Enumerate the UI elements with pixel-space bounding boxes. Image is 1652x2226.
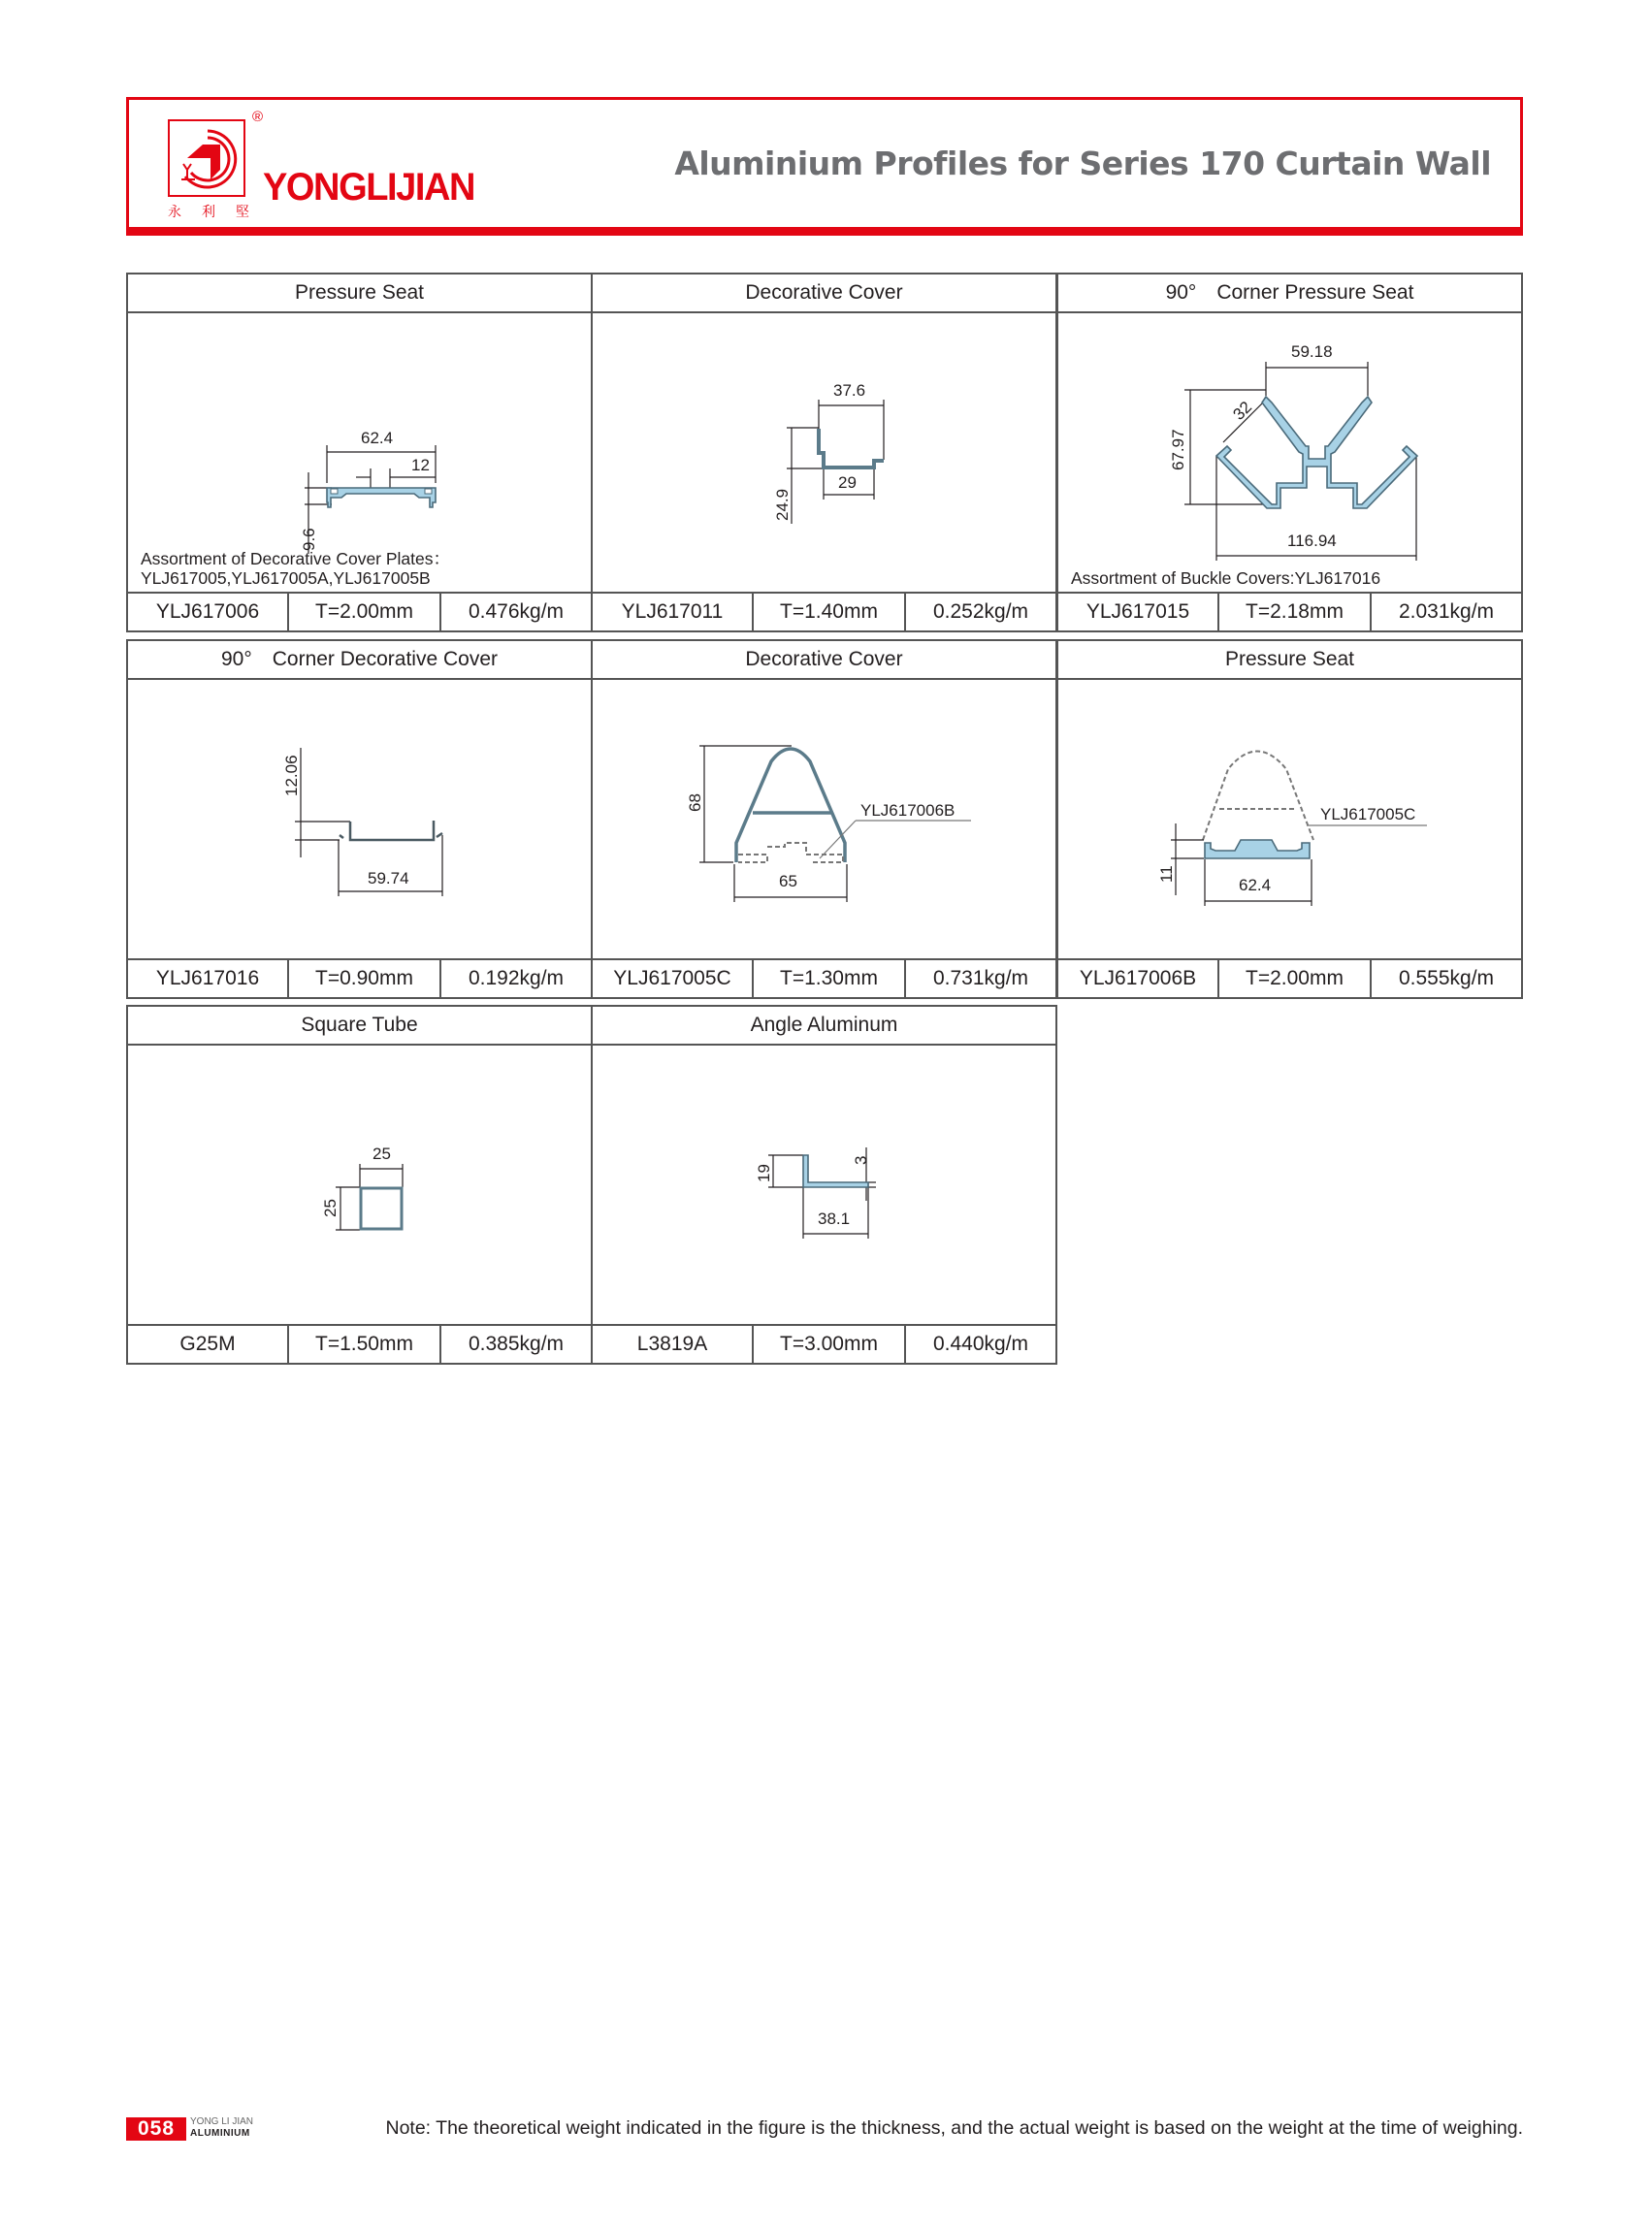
footer-brand-line2: ALUMINIUM (190, 2128, 250, 2139)
profile-drawing (1058, 313, 1521, 594)
profile-weight: 0.440kg/m (932, 1333, 1029, 1355)
profile-specs (593, 594, 1055, 630)
brand-chinese-char: 利 (202, 205, 215, 220)
profile-card-pressure-seat (126, 273, 593, 632)
svg-text:12.06: 12.06 (282, 755, 301, 796)
svg-text:25: 25 (373, 1145, 391, 1163)
profile-weight: 0.385kg/m (468, 1333, 565, 1355)
profile-weight: 0.192kg/m (468, 967, 565, 989)
profile-card-decorative-cover-c (591, 639, 1057, 999)
svg-text:38.1: 38.1 (818, 1210, 851, 1228)
profile-drawing (128, 1046, 591, 1326)
profile-drawing (1058, 680, 1521, 960)
profile-drawing (593, 313, 1055, 594)
profile-code: YLJ617011 (593, 594, 754, 630)
profile-title: 90° Corner Decorative Cover (128, 641, 591, 680)
profile-code: YLJ617006 (128, 594, 289, 630)
svg-text:37.6: 37.6 (833, 381, 866, 400)
decorative-cover-c-profile-icon (593, 680, 1055, 958)
svg-text:116.94: 116.94 (1287, 532, 1337, 550)
profile-card-angle-aluminum (591, 1005, 1057, 1365)
svg-text:32: 32 (1229, 398, 1256, 424)
svg-text:24.9: 24.9 (773, 488, 792, 521)
profile-thickness: T=2.00mm (1219, 960, 1372, 997)
profile-weight: 0.555kg/m (1398, 967, 1495, 989)
profile-title: Decorative Cover (593, 274, 1055, 313)
page-number: 058 (126, 2117, 186, 2141)
profile-weight: 2.031kg/m (1398, 600, 1495, 623)
profile-title: Angle Aluminum (593, 1007, 1055, 1046)
profile-weight: 0.731kg/m (932, 967, 1029, 989)
registered-mark: ® (252, 109, 264, 125)
profile-title: Pressure Seat (128, 274, 591, 313)
profile-card-corner-pressure-seat (1056, 273, 1523, 632)
svg-text:68: 68 (686, 793, 704, 812)
decorative-cover-profile-icon (593, 313, 1055, 592)
svg-text:67.97: 67.97 (1169, 429, 1187, 470)
profile-drawing (593, 680, 1055, 960)
svg-text:59.74: 59.74 (368, 869, 409, 887)
profile-thickness: T=2.00mm (289, 594, 441, 630)
profile-specs (593, 1326, 1055, 1363)
svg-text:9.6: 9.6 (300, 528, 318, 551)
profile-specs (128, 1326, 591, 1363)
svg-text:65: 65 (779, 872, 797, 890)
note-line: YLJ617005,YLJ617005A,YLJ617005B (141, 568, 431, 588)
svg-text:11: 11 (1157, 865, 1176, 883)
profile-specs (1058, 960, 1521, 997)
profile-card-decorative-cover (591, 273, 1057, 632)
callout-label: YLJ617006B (860, 801, 956, 820)
profile-drawing (128, 680, 591, 960)
weight-footnote: Note: The theoretical weight indicated in the figure is the thickness, and the actual weight is based on the weight at the time of weighing. (385, 2117, 1523, 2139)
brand-chinese-name (168, 202, 249, 221)
footer-brand-line1: YONG LI JIAN (190, 2116, 254, 2127)
brand-name: YONGLIJIAN (263, 166, 475, 209)
svg-text:19: 19 (755, 1164, 773, 1182)
corner-pressure-seat-profile-icon (1058, 313, 1521, 592)
svg-text:62.4: 62.4 (1239, 876, 1272, 894)
brand-logo-icon (168, 119, 245, 197)
profile-thickness: T=0.90mm (289, 960, 441, 997)
svg-text:29: 29 (838, 473, 857, 492)
profile-title: Pressure Seat (1058, 641, 1521, 680)
profile-thickness: T=1.50mm (289, 1326, 441, 1363)
page-footer (126, 2115, 1523, 2145)
profile-title: Square Tube (128, 1007, 591, 1046)
svg-text:62.4: 62.4 (361, 429, 394, 447)
pressure-seat-b-profile-icon (1058, 680, 1521, 958)
corner-decorative-cover-profile-icon (128, 680, 591, 958)
profile-thickness: T=2.18mm (1219, 594, 1372, 630)
profile-drawing (128, 313, 591, 594)
profile-code: L3819A (593, 1326, 754, 1363)
svg-text:3: 3 (852, 1155, 870, 1165)
profile-thickness: T=3.00mm (754, 1326, 906, 1363)
callout-label: YLJ617005C (1320, 805, 1416, 823)
brand-chinese-char: 永 (168, 205, 181, 220)
profile-specs (1058, 594, 1521, 630)
profile-code: YLJ617005C (593, 960, 754, 997)
profile-note (1071, 568, 1380, 588)
profile-code: YLJ617015 (1058, 594, 1219, 630)
svg-text:12: 12 (411, 456, 430, 474)
profile-note (141, 549, 450, 588)
profile-title: Decorative Cover (593, 641, 1055, 680)
svg-text:25: 25 (321, 1199, 340, 1217)
profile-card-pressure-seat-b (1056, 639, 1523, 999)
profile-title: 90° Corner Pressure Seat (1058, 274, 1521, 313)
note-line: Assortment of Buckle Covers:YLJ617016 (1071, 568, 1381, 588)
profile-weight: 0.252kg/m (932, 600, 1029, 623)
page-title: Aluminium Profiles for Series 170 Curtain Wall (674, 145, 1491, 182)
profile-code: YLJ617006B (1058, 960, 1219, 997)
brand-chinese-char: 堅 (236, 205, 249, 220)
square-tube-profile-icon (128, 1046, 591, 1324)
profile-specs (128, 960, 591, 997)
profile-card-corner-decorative-cover (126, 639, 593, 999)
profile-drawing (593, 1046, 1055, 1326)
profile-weight: 0.476kg/m (468, 600, 565, 623)
profile-code: YLJ617016 (128, 960, 289, 997)
profile-thickness: T=1.30mm (754, 960, 906, 997)
profile-specs (593, 960, 1055, 997)
profile-code: G25M (128, 1326, 289, 1363)
profile-specs (128, 594, 591, 630)
svg-text:59.18: 59.18 (1291, 342, 1333, 361)
angle-aluminum-profile-icon (593, 1046, 1055, 1324)
profile-thickness: T=1.40mm (754, 594, 906, 630)
page-header (126, 97, 1523, 236)
profile-card-square-tube (126, 1005, 593, 1365)
note-line: Assortment of Decorative Cover Plates： (141, 549, 451, 568)
